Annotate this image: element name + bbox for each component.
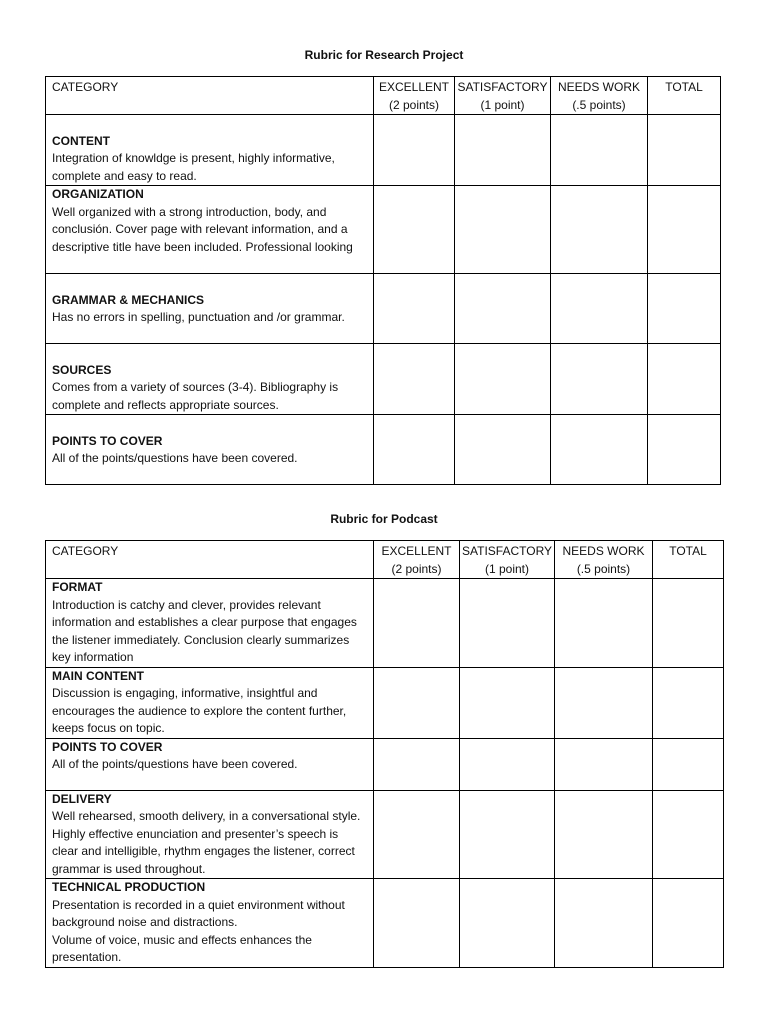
score-cell-excellent[interactable] bbox=[374, 344, 455, 415]
score-cell-needs-work[interactable] bbox=[555, 790, 653, 879]
score-cell-total[interactable] bbox=[653, 667, 724, 738]
score-cell-needs-work[interactable] bbox=[555, 667, 653, 738]
table-header-row bbox=[46, 541, 724, 579]
table-row bbox=[46, 879, 724, 968]
criterion-name: TECHNICAL PRODUCTION bbox=[52, 880, 206, 894]
score-cell-needs-work[interactable] bbox=[555, 879, 653, 968]
score-cell-total[interactable] bbox=[653, 738, 724, 790]
criterion-cell bbox=[46, 415, 374, 485]
table-row bbox=[46, 344, 721, 415]
rubric-table-podcast bbox=[45, 540, 724, 968]
criterion-cell bbox=[46, 186, 374, 274]
score-cell-excellent[interactable] bbox=[374, 738, 460, 790]
criterion-name: POINTS TO COVER bbox=[52, 739, 163, 754]
header-total: TOTAL bbox=[648, 77, 721, 115]
criterion-name: POINTS TO COVER bbox=[52, 433, 163, 448]
criterion-name: DELIVERY bbox=[52, 791, 112, 806]
score-cell-excellent[interactable] bbox=[374, 415, 455, 485]
criterion-description: Well rehearsed, smooth delivery, in a conversational style. Highly effective enunciation and presenter’s speech is clear and intelligible, rhythm engages the listener, correct grammar is used throughout. bbox=[52, 809, 361, 876]
table-row bbox=[46, 186, 721, 274]
criterion-description: Introduction is catchy and clever, provides relevant information and establishes a clear purpose that engages the listener immediately. Conclusion clearly summarizes key information bbox=[52, 597, 357, 664]
score-cell-satisfactory[interactable] bbox=[460, 667, 555, 738]
table-row bbox=[46, 667, 724, 738]
score-cell-satisfactory[interactable] bbox=[455, 415, 551, 485]
score-cell-total[interactable] bbox=[653, 579, 724, 668]
criterion-cell bbox=[46, 879, 374, 968]
score-cell-satisfactory[interactable] bbox=[460, 738, 555, 790]
score-cell-needs-work[interactable] bbox=[551, 115, 648, 186]
header-total: TOTAL bbox=[653, 541, 724, 579]
criterion-cell bbox=[46, 274, 374, 344]
score-cell-total[interactable] bbox=[648, 415, 721, 485]
score-cell-excellent[interactable] bbox=[374, 274, 455, 344]
score-cell-total[interactable] bbox=[653, 790, 724, 879]
score-cell-needs-work[interactable] bbox=[551, 186, 648, 274]
table-row bbox=[46, 579, 724, 668]
header-category: CATEGORY bbox=[46, 77, 374, 115]
criterion-cell bbox=[46, 738, 374, 790]
criterion-description: Has no errors in spelling, punctuation and /or grammar. bbox=[52, 310, 345, 324]
score-cell-excellent[interactable] bbox=[374, 115, 455, 186]
score-cell-total[interactable] bbox=[648, 274, 721, 344]
criterion-description: Comes from a variety of sources (3-4). Bibliography is complete and reflects appropriate sources. bbox=[52, 380, 339, 412]
criterion-cell bbox=[46, 115, 374, 186]
criterion-name: GRAMMAR & MECHANICS bbox=[52, 292, 204, 307]
table-header-row bbox=[46, 77, 721, 115]
score-cell-satisfactory[interactable] bbox=[460, 790, 555, 879]
score-cell-total[interactable] bbox=[653, 879, 724, 968]
header-needs-work: NEEDS WORK (.5 points) bbox=[551, 77, 648, 115]
criterion-description: All of the points/questions have been covered. bbox=[52, 757, 298, 771]
table-row bbox=[46, 274, 721, 344]
table-row bbox=[46, 415, 721, 485]
rubric-title-podcast: Rubric for Podcast bbox=[330, 512, 438, 526]
score-cell-needs-work[interactable] bbox=[555, 579, 653, 668]
criterion-description: Integration of knowldge is present, highly informative, complete and easy to read. bbox=[52, 151, 335, 183]
criterion-description: All of the points/questions have been covered. bbox=[52, 451, 298, 465]
rubric-title-research-project: Rubric for Research Project bbox=[304, 48, 464, 62]
criterion-name: MAIN CONTENT bbox=[52, 668, 144, 683]
criterion-name: FORMAT bbox=[52, 580, 103, 594]
criterion-name: CONTENT bbox=[52, 133, 110, 148]
score-cell-needs-work[interactable] bbox=[551, 344, 648, 415]
table-row bbox=[46, 738, 724, 790]
criterion-cell bbox=[46, 344, 374, 415]
table-row bbox=[46, 790, 724, 879]
score-cell-satisfactory[interactable] bbox=[455, 344, 551, 415]
score-cell-excellent[interactable] bbox=[374, 879, 460, 968]
rubric-table-research-project bbox=[45, 76, 721, 485]
score-cell-excellent[interactable] bbox=[374, 186, 455, 274]
criterion-cell bbox=[46, 790, 374, 879]
score-cell-needs-work[interactable] bbox=[551, 274, 648, 344]
score-cell-needs-work[interactable] bbox=[555, 738, 653, 790]
criterion-name: SOURCES bbox=[52, 362, 112, 377]
score-cell-total[interactable] bbox=[648, 115, 721, 186]
header-satisfactory: SATISFACTORY (1 point) bbox=[455, 77, 551, 115]
header-excellent: EXCELLENT (2 points) bbox=[374, 541, 460, 579]
criterion-cell bbox=[46, 667, 374, 738]
score-cell-total[interactable] bbox=[648, 344, 721, 415]
score-cell-total[interactable] bbox=[648, 186, 721, 274]
header-excellent: EXCELLENT (2 points) bbox=[374, 77, 455, 115]
score-cell-satisfactory[interactable] bbox=[455, 274, 551, 344]
criterion-description: Presentation is recorded in a quiet environment without background noise and distractions. Volume of voice, music and effects enhances the presentation. bbox=[52, 897, 345, 964]
score-cell-needs-work[interactable] bbox=[551, 415, 648, 485]
score-cell-satisfactory[interactable] bbox=[460, 879, 555, 968]
score-cell-satisfactory[interactable] bbox=[455, 186, 551, 274]
header-satisfactory: SATISFACTORY (1 point) bbox=[460, 541, 555, 579]
header-category: CATEGORY bbox=[46, 541, 374, 579]
score-cell-excellent[interactable] bbox=[374, 667, 460, 738]
criterion-description: Well organized with a strong introduction, body, and conclusión. Cover page with relevant information, and a descriptive title have been included. Professional looking bbox=[52, 204, 353, 254]
criterion-cell bbox=[46, 579, 374, 668]
score-cell-excellent[interactable] bbox=[374, 579, 460, 668]
table-row bbox=[46, 115, 721, 186]
score-cell-excellent[interactable] bbox=[374, 790, 460, 879]
criterion-name: ORGANIZATION bbox=[52, 187, 144, 201]
score-cell-satisfactory[interactable] bbox=[455, 115, 551, 186]
criterion-description: Discussion is engaging, informative, insightful and encourages the audience to explore the content further, keeps focus on topic. bbox=[52, 686, 347, 735]
score-cell-satisfactory[interactable] bbox=[460, 579, 555, 668]
header-needs-work: NEEDS WORK (.5 points) bbox=[555, 541, 653, 579]
